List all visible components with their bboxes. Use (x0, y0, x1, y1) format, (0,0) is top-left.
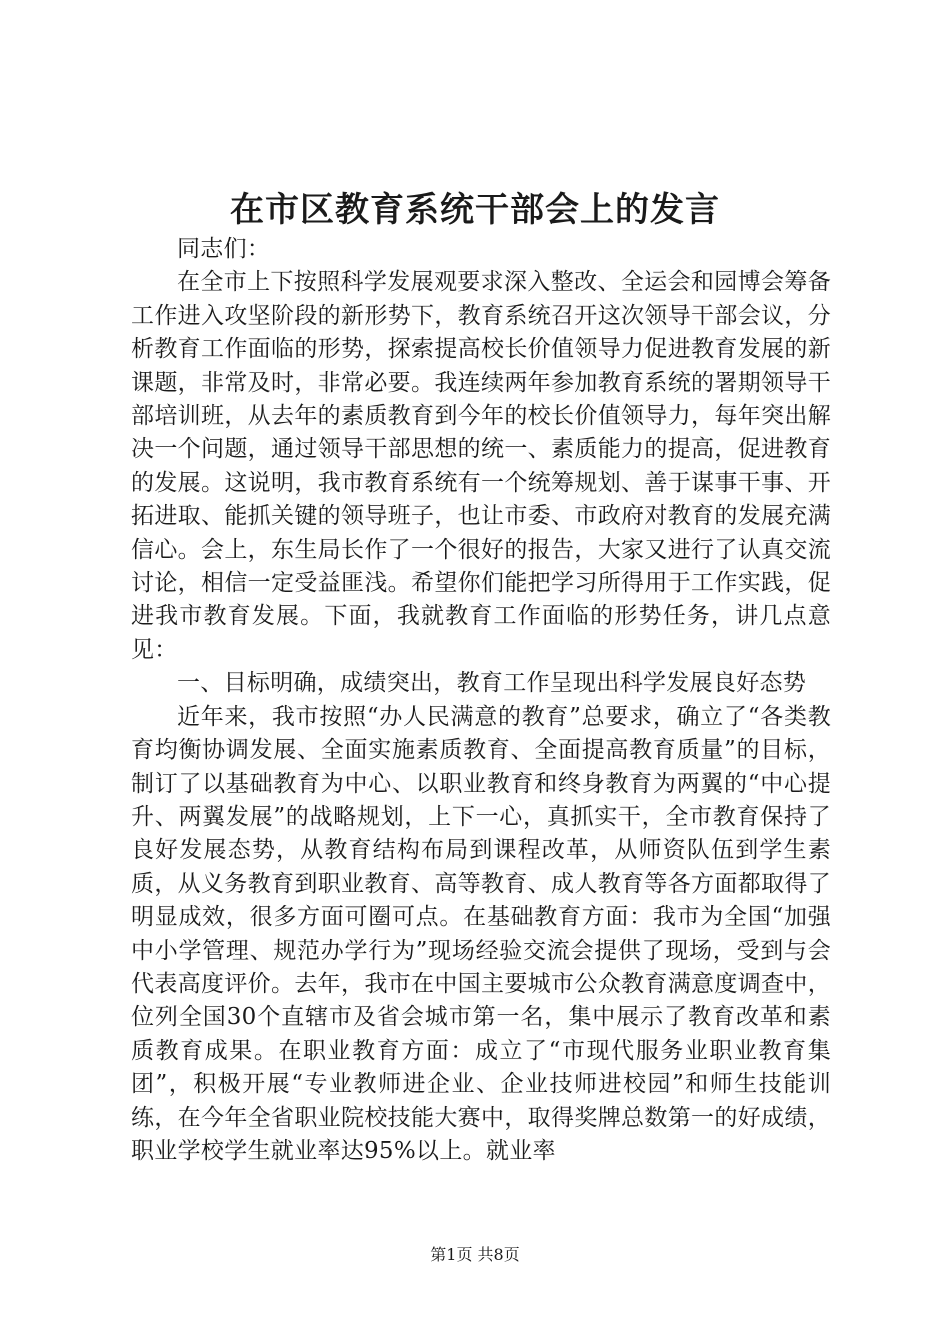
page-number-footer: 第1页 共8页 (430, 1245, 520, 1264)
document-body (131, 233, 831, 1168)
body-paragraph: 近年来，我市按照“办人民满意的教育”总要求，确立了“各类教育均衡协调发展、全面实施素质教育、全面提高教育质量”的目标，制订了以基础教育为中心、以职业教育和终身教育为两翼的“中心提升、两翼发展”的战略规划，上下一心，真抓实干，全市教育保持了良好发展态势，从教育结构布局到课程改革，从师资队伍到学生素质，从义务教育到职业教育、高等教育、成人教育等各方面都取得了明显成效，很多方面可圈可点。在基础教育方面：我市为全国“加强中小学管理、规范办学行为”现场经验交流会提供了现场，受到与会代表高度评价。去年，我市在中国主要城市公众教育满意度调查中，位列全国30个直辖市及省会城市第一名，集中展示了教育改革和素质教育成果。在职业教育方面：成立了“市现代服务业职业教育集团”，积极开展“专业教师进企业、企业技师进校园”和师生技能训练，在今年全省职业院校技能大赛中，取得奖牌总数第一的好成绩，职业学校学生就业率达95%以上。就业率 (131, 703, 831, 1164)
section-heading: 一、目标明确，成绩突出，教育工作呈现出科学发展良好态势 (177, 670, 807, 697)
document-title: 在市区教育系统干部会上的发言 (230, 190, 720, 230)
intro-paragraph: 在全市上下按照科学发展观要求深入整改、全运会和园博会筹备工作进入攻坚阶段的新形势下，教育系统召开这次领导干部会议，分析教育工作面临的形势，探索提高校长价值领导力促进教育发展的新课题，非常及时，非常必要。我连续两年参加教育系统的署期领导干部培训班，从去年的素质教育到今年的校长价值领导力，每年突出解决一个问题，通过领导干部思想的统一、素质能力的提高，促进教育的发展。这说明，我市教育系统有一个统筹规划、善于谋事干事、开拓进取、能抓关键的领导班子，也让市委、市政府对教育的发展充满信心。会上，东生局长作了一个很好的报告，大家又进行了认真交流讨论，相信一定受益匪浅。希望你们能把学习所得用于工作实践，促进我市教育发展。下面，我就教育工作面临的形势任务，讲几点意见： (131, 269, 831, 663)
salutation-paragraph: 同志们： (177, 236, 271, 262)
